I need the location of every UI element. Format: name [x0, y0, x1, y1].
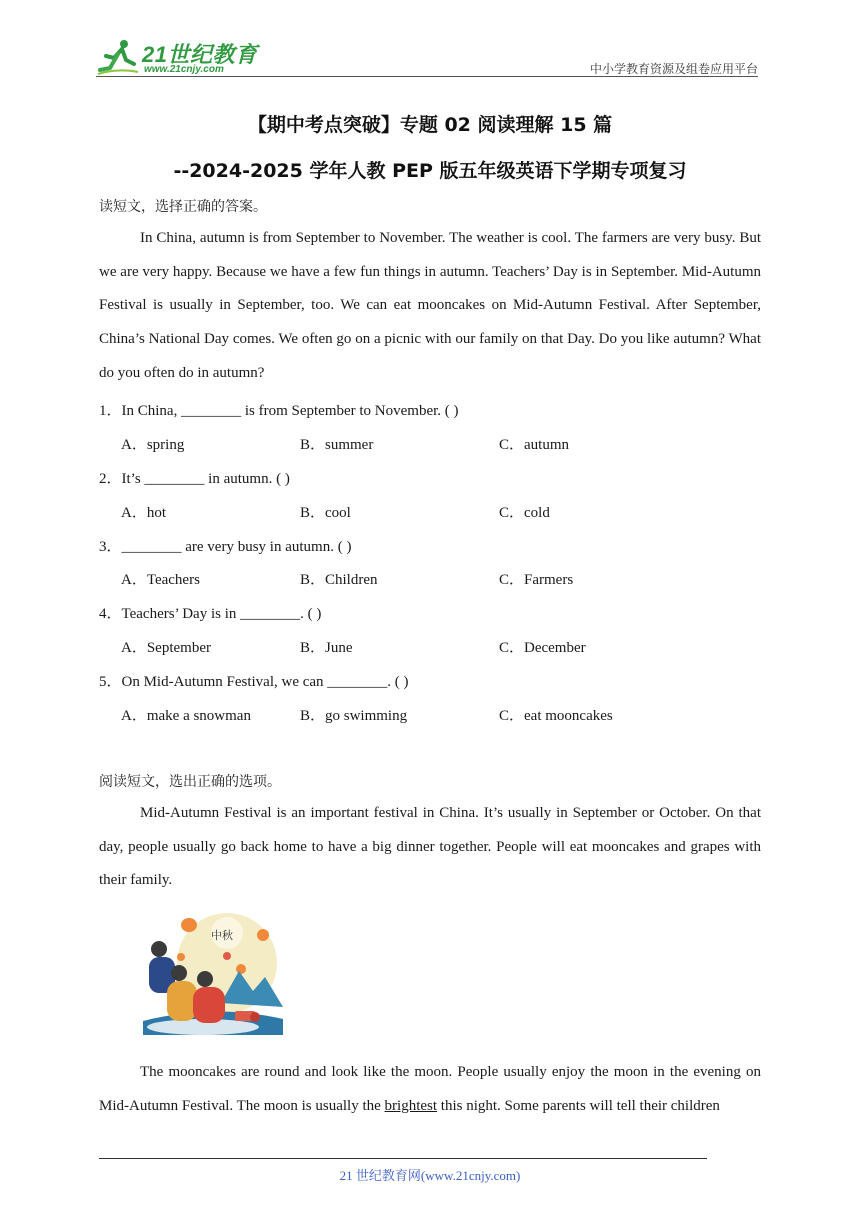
q5-option-c[interactable]: C．eat mooncakes	[499, 708, 613, 724]
platform-name: 中小学教育资源及组卷应用平台	[589, 62, 758, 76]
passage-2-text: The mooncakes are round and look like the moon. People usually enjoy the moon in the evening on Mid-Autumn Festival. The moon is usually the	[99, 1064, 761, 1114]
q2-option-b[interactable]: B．cool	[300, 505, 351, 521]
question-5: 5．On Mid-Autumn Festival, we can ________. ( )	[99, 674, 409, 690]
q4-option-a[interactable]: A．September	[121, 640, 211, 656]
q1-option-a[interactable]: A．spring	[121, 437, 185, 453]
q1-option-b[interactable]: B．summer	[300, 437, 374, 453]
question-3: 3．________ are very busy in autumn. ( )	[99, 539, 352, 555]
q3-option-b[interactable]: B．Children	[300, 572, 378, 588]
section1-passage: In China, autumn is from September to November. The weather is cool. The farmers are very busy. But we are very happy. Because we have a few fun things in autumn. Teachers’ Day is in September. Mid-Autumn Festival is usually in September, too. We can eat mooncakes on Mid-Autumn Festival. After September, China’s National Day comes. We often go on a picnic with our family on that Day. Do you like autumn? What do you often do in autumn?	[99, 230, 761, 381]
q1-option-c[interactable]: C．autumn	[499, 437, 569, 453]
section1-instruction: 读短文，选择正确的答案。	[99, 199, 267, 215]
footer-link[interactable]: 21 世纪教育网(www.21cnjy.com)	[339, 1168, 521, 1183]
q3-option-a[interactable]: A．Teachers	[121, 572, 200, 588]
q5-option-a[interactable]: A．make a snowman	[121, 708, 251, 724]
logo-url: www.21cnjy.com	[144, 64, 224, 75]
q4-option-b[interactable]: B．June	[300, 640, 353, 656]
image-caption: 中秋	[211, 929, 233, 942]
section2-instruction: 阅读短文，选出正确的选项。	[99, 774, 281, 790]
question-1: 1．In China, ________ is from September to November. ( )	[99, 403, 459, 419]
passage-2-text-end: this night. Some parents will tell their children	[437, 1097, 720, 1114]
header-divider	[96, 76, 758, 77]
q2-option-a[interactable]: A．hot	[121, 505, 167, 521]
q2-option-c[interactable]: C．cold	[499, 505, 550, 521]
q5-option-b[interactable]: B．go swimming	[300, 708, 408, 724]
site-logo[interactable]	[96, 36, 266, 78]
logo-title: 21世纪教育	[142, 42, 258, 67]
q3-option-c[interactable]: C．Farmers	[499, 572, 574, 588]
section2-passage-1: Mid-Autumn Festival is an important festival in China. It’s usually in September or October. On that day, people usually go back home to have a big dinner together. People will eat mooncakes and grapes with their family.	[99, 805, 761, 889]
question-2: 2．It’s ________ in autumn. ( )	[99, 471, 290, 487]
runner-logo-icon	[96, 38, 140, 76]
section2-passage-2	[99, 1056, 761, 1123]
q4-option-c[interactable]: C．December	[499, 640, 586, 656]
question-4: 4．Teachers’ Day is in ________. ( )	[99, 606, 322, 622]
mid-autumn-illustration	[143, 911, 283, 1035]
document-title: 【期中考点突破】专题 02 阅读理解 15 篇	[247, 114, 613, 136]
document-subtitle: --2024-2025 学年人教 PEP 版五年级英语下学期专项复习	[173, 160, 687, 182]
footer-divider	[99, 1158, 707, 1159]
underlined-word: brightest	[384, 1097, 438, 1114]
page-header	[96, 36, 758, 78]
